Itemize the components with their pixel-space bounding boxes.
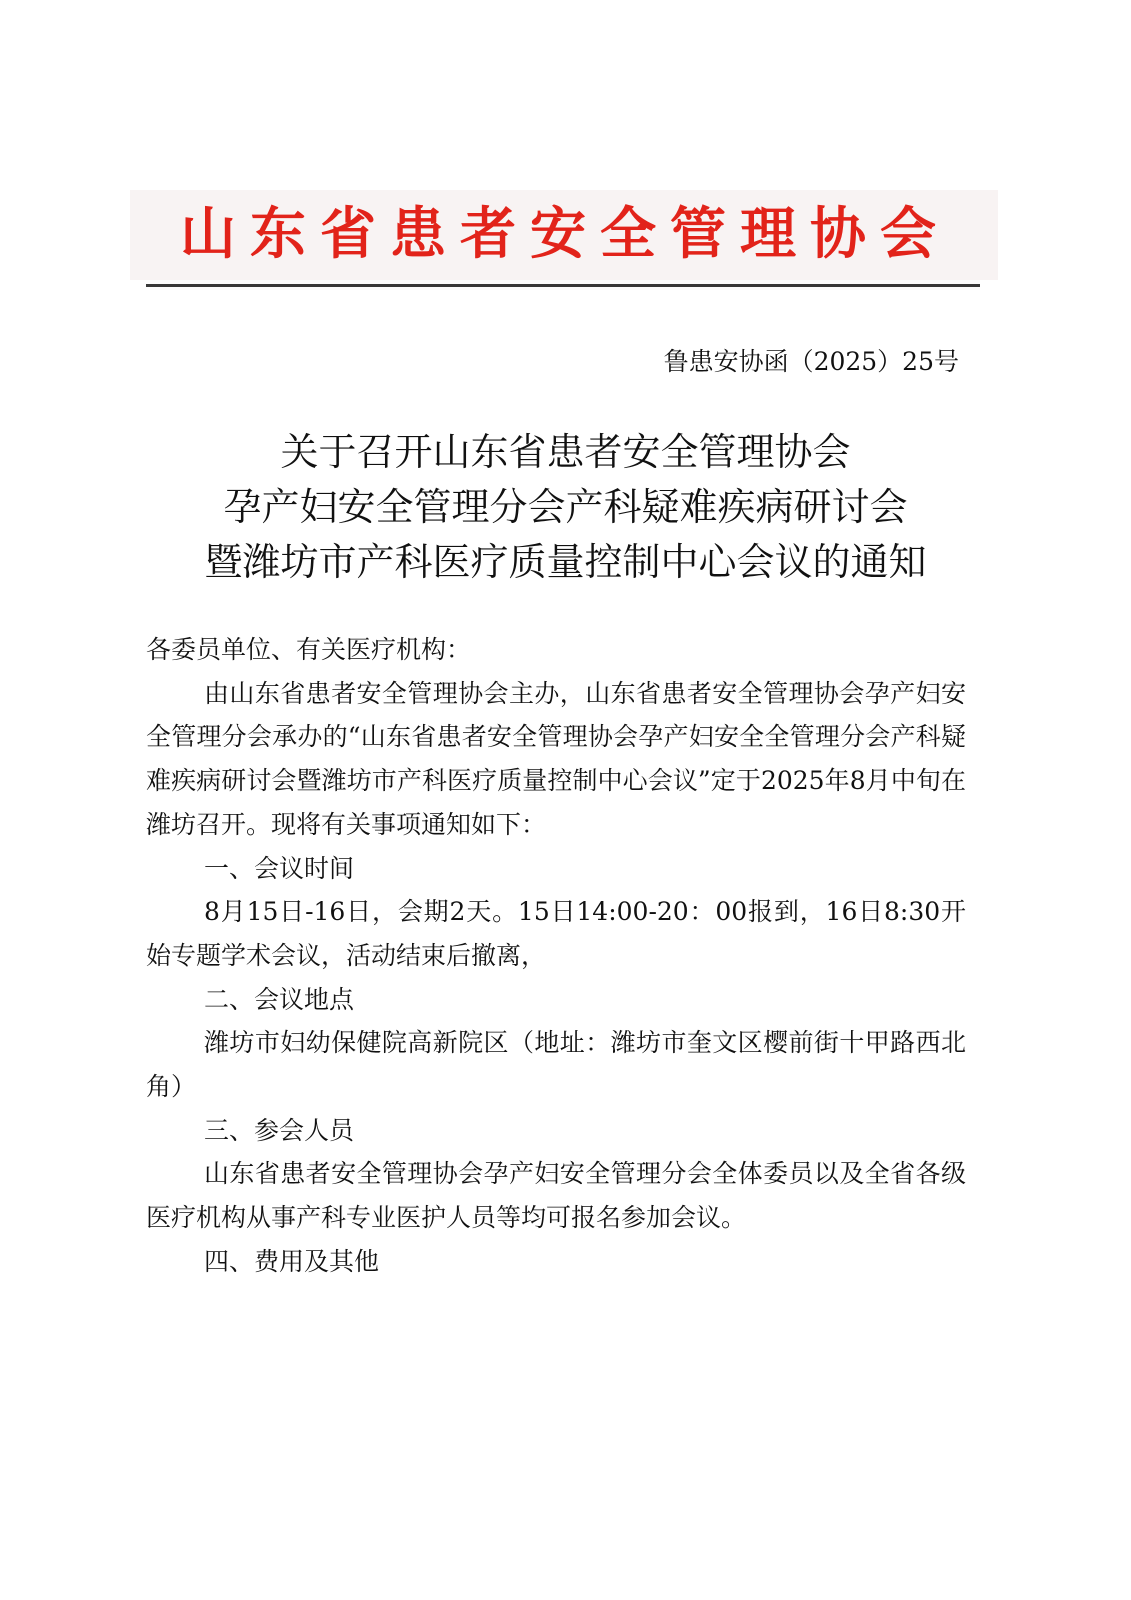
title-line-1: 关于召开山东省患者安全管理协会 xyxy=(280,430,851,474)
section-text-time: 8月15日-16日，会期2天。15日14:00-20：00报到，16日8:30开始专题学术会议，活动结束后撤离， xyxy=(146,897,966,970)
section-heading-fees: 四、费用及其他 xyxy=(204,1246,380,1276)
document-number: 鲁患安协函（2025）25号 xyxy=(663,347,959,376)
section-heading-venue: 二、会议地点 xyxy=(204,984,355,1014)
section-text-venue: 潍坊市妇幼保健院高新院区（地址：潍坊市奎文区樱前街十甲路西北角） xyxy=(146,1028,966,1102)
section-text-attendees: 山东省患者安全管理协会孕产妇安全管理分会全体委员以及全省各级医疗机构从事产科专业医护人员等均可报名参加会议。 xyxy=(146,1159,966,1233)
section-heading-attendees: 三、参会人员 xyxy=(204,1115,355,1145)
title-line-2: 孕产妇安全管理分会产科疑难疾病研讨会 xyxy=(223,485,908,529)
letterhead-rule xyxy=(146,284,980,287)
intro-paragraph: 由山东省患者安全管理协会主办，山东省患者安全管理协会孕产妇安全管理分会承办的“山东省患者安全管理协会孕产妇安全全管理分会产科疑难疾病研讨会暨潍坊市产科医疗质量控制中心会议”定于2025年8月中旬在潍坊召开。现将有关事项通知如下： xyxy=(146,678,966,839)
title-line-3: 暨潍坊市产科医疗质量控制中心会议的通知 xyxy=(204,540,927,584)
section-heading-time: 一、会议时间 xyxy=(204,853,355,883)
notice-body xyxy=(146,628,966,1284)
salutation: 各委员单位、有关医疗机构： xyxy=(146,635,472,664)
notice-title xyxy=(100,425,1031,590)
letterhead-org-name: 山东省患者安全管理协会 xyxy=(180,202,950,267)
